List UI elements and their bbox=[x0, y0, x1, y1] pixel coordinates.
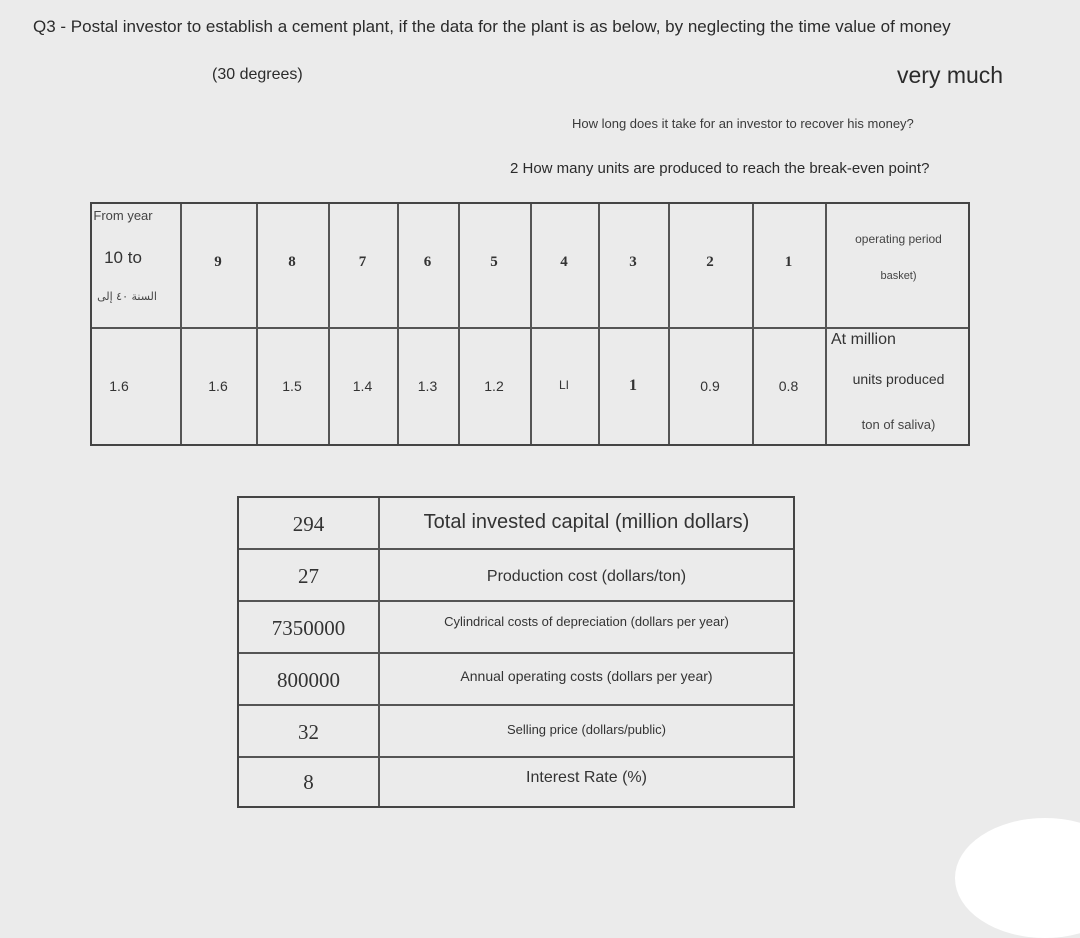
selling-price-label: Selling price (dollars/public) bbox=[507, 722, 666, 737]
question-title: Q3 - Postal investor to establish a cement plant, if the data for the plant is as below, by neglecting the time value of money bbox=[33, 17, 951, 36]
value-year-6: 1.3 bbox=[417, 378, 438, 394]
units-produced-label: units produced bbox=[852, 371, 945, 387]
column-divider bbox=[752, 204, 754, 444]
column-divider bbox=[458, 204, 460, 444]
interest-rate-value: 8 bbox=[303, 770, 314, 794]
row-divider bbox=[239, 756, 793, 758]
year-3: 3 bbox=[629, 254, 637, 270]
to-label: 10 to bbox=[104, 248, 142, 267]
row-divider bbox=[239, 548, 793, 550]
column-divider bbox=[530, 204, 532, 444]
basket-label: basket) bbox=[880, 270, 917, 282]
year-4: 4 bbox=[560, 254, 568, 270]
selling-price-value: 32 bbox=[298, 720, 319, 744]
column-divider bbox=[598, 204, 600, 444]
at-million-label: At million bbox=[831, 331, 896, 348]
year-2: 2 bbox=[706, 254, 714, 270]
value-year-1: 0.8 bbox=[778, 378, 799, 394]
value-year-3: 1 bbox=[629, 377, 637, 394]
total-capital-value: 294 bbox=[292, 512, 325, 536]
year-9: 9 bbox=[214, 254, 222, 270]
question-payback: How long does it take for an investor to recover his money? bbox=[572, 116, 914, 131]
value-year-4: LI bbox=[558, 378, 569, 392]
year-1: 1 bbox=[784, 254, 793, 270]
arabic-year-label: السنة ٤٠ إلى bbox=[97, 290, 157, 303]
ton-label: ton of saliva) bbox=[861, 417, 936, 432]
degrees-note: (30 degrees) bbox=[212, 66, 303, 83]
row-divider bbox=[239, 704, 793, 706]
row-divider bbox=[239, 600, 793, 602]
production-cost-value: 27 bbox=[298, 564, 319, 588]
column-divider bbox=[180, 204, 182, 444]
total-capital-label: Total invested capital (million dollars) bbox=[423, 511, 750, 533]
interest-rate-label: Interest Rate (%) bbox=[526, 769, 647, 786]
value-year-8: 1.5 bbox=[282, 378, 302, 394]
year-6: 6 bbox=[423, 254, 432, 270]
year-7: 7 bbox=[358, 254, 367, 270]
column-divider bbox=[328, 204, 330, 444]
value-year-7: 1.4 bbox=[352, 378, 373, 394]
column-divider bbox=[256, 204, 258, 444]
depreciation-label: Cylindrical costs of depreciation (dollars per year) bbox=[444, 614, 729, 629]
operating-period-label: operating period bbox=[855, 232, 942, 246]
row-divider bbox=[239, 652, 793, 654]
production-table bbox=[90, 202, 970, 446]
question-break-even: 2 How many units are produced to reach the break-even point? bbox=[510, 160, 930, 177]
column-divider bbox=[668, 204, 670, 444]
from-year-label: From year bbox=[93, 208, 153, 223]
year-5: 5 bbox=[490, 254, 498, 270]
production-cost-label: Production cost (dollars/ton) bbox=[486, 568, 687, 585]
first-col-value: 1.6 bbox=[109, 378, 129, 394]
operating-costs-value: 800000 bbox=[277, 668, 340, 692]
value-year-5: 1.2 bbox=[484, 378, 504, 394]
year-8: 8 bbox=[288, 254, 296, 270]
plant-data-table bbox=[237, 496, 795, 808]
depreciation-value: 7350000 bbox=[271, 616, 346, 640]
very-much-note: very much bbox=[897, 62, 1004, 88]
value-year-2: 0.9 bbox=[700, 378, 720, 394]
operating-costs-label: Annual operating costs (dollars per year) bbox=[460, 668, 713, 684]
corner-bubble bbox=[955, 818, 1080, 938]
value-year-9: 1.6 bbox=[208, 378, 228, 394]
column-divider bbox=[397, 204, 399, 444]
